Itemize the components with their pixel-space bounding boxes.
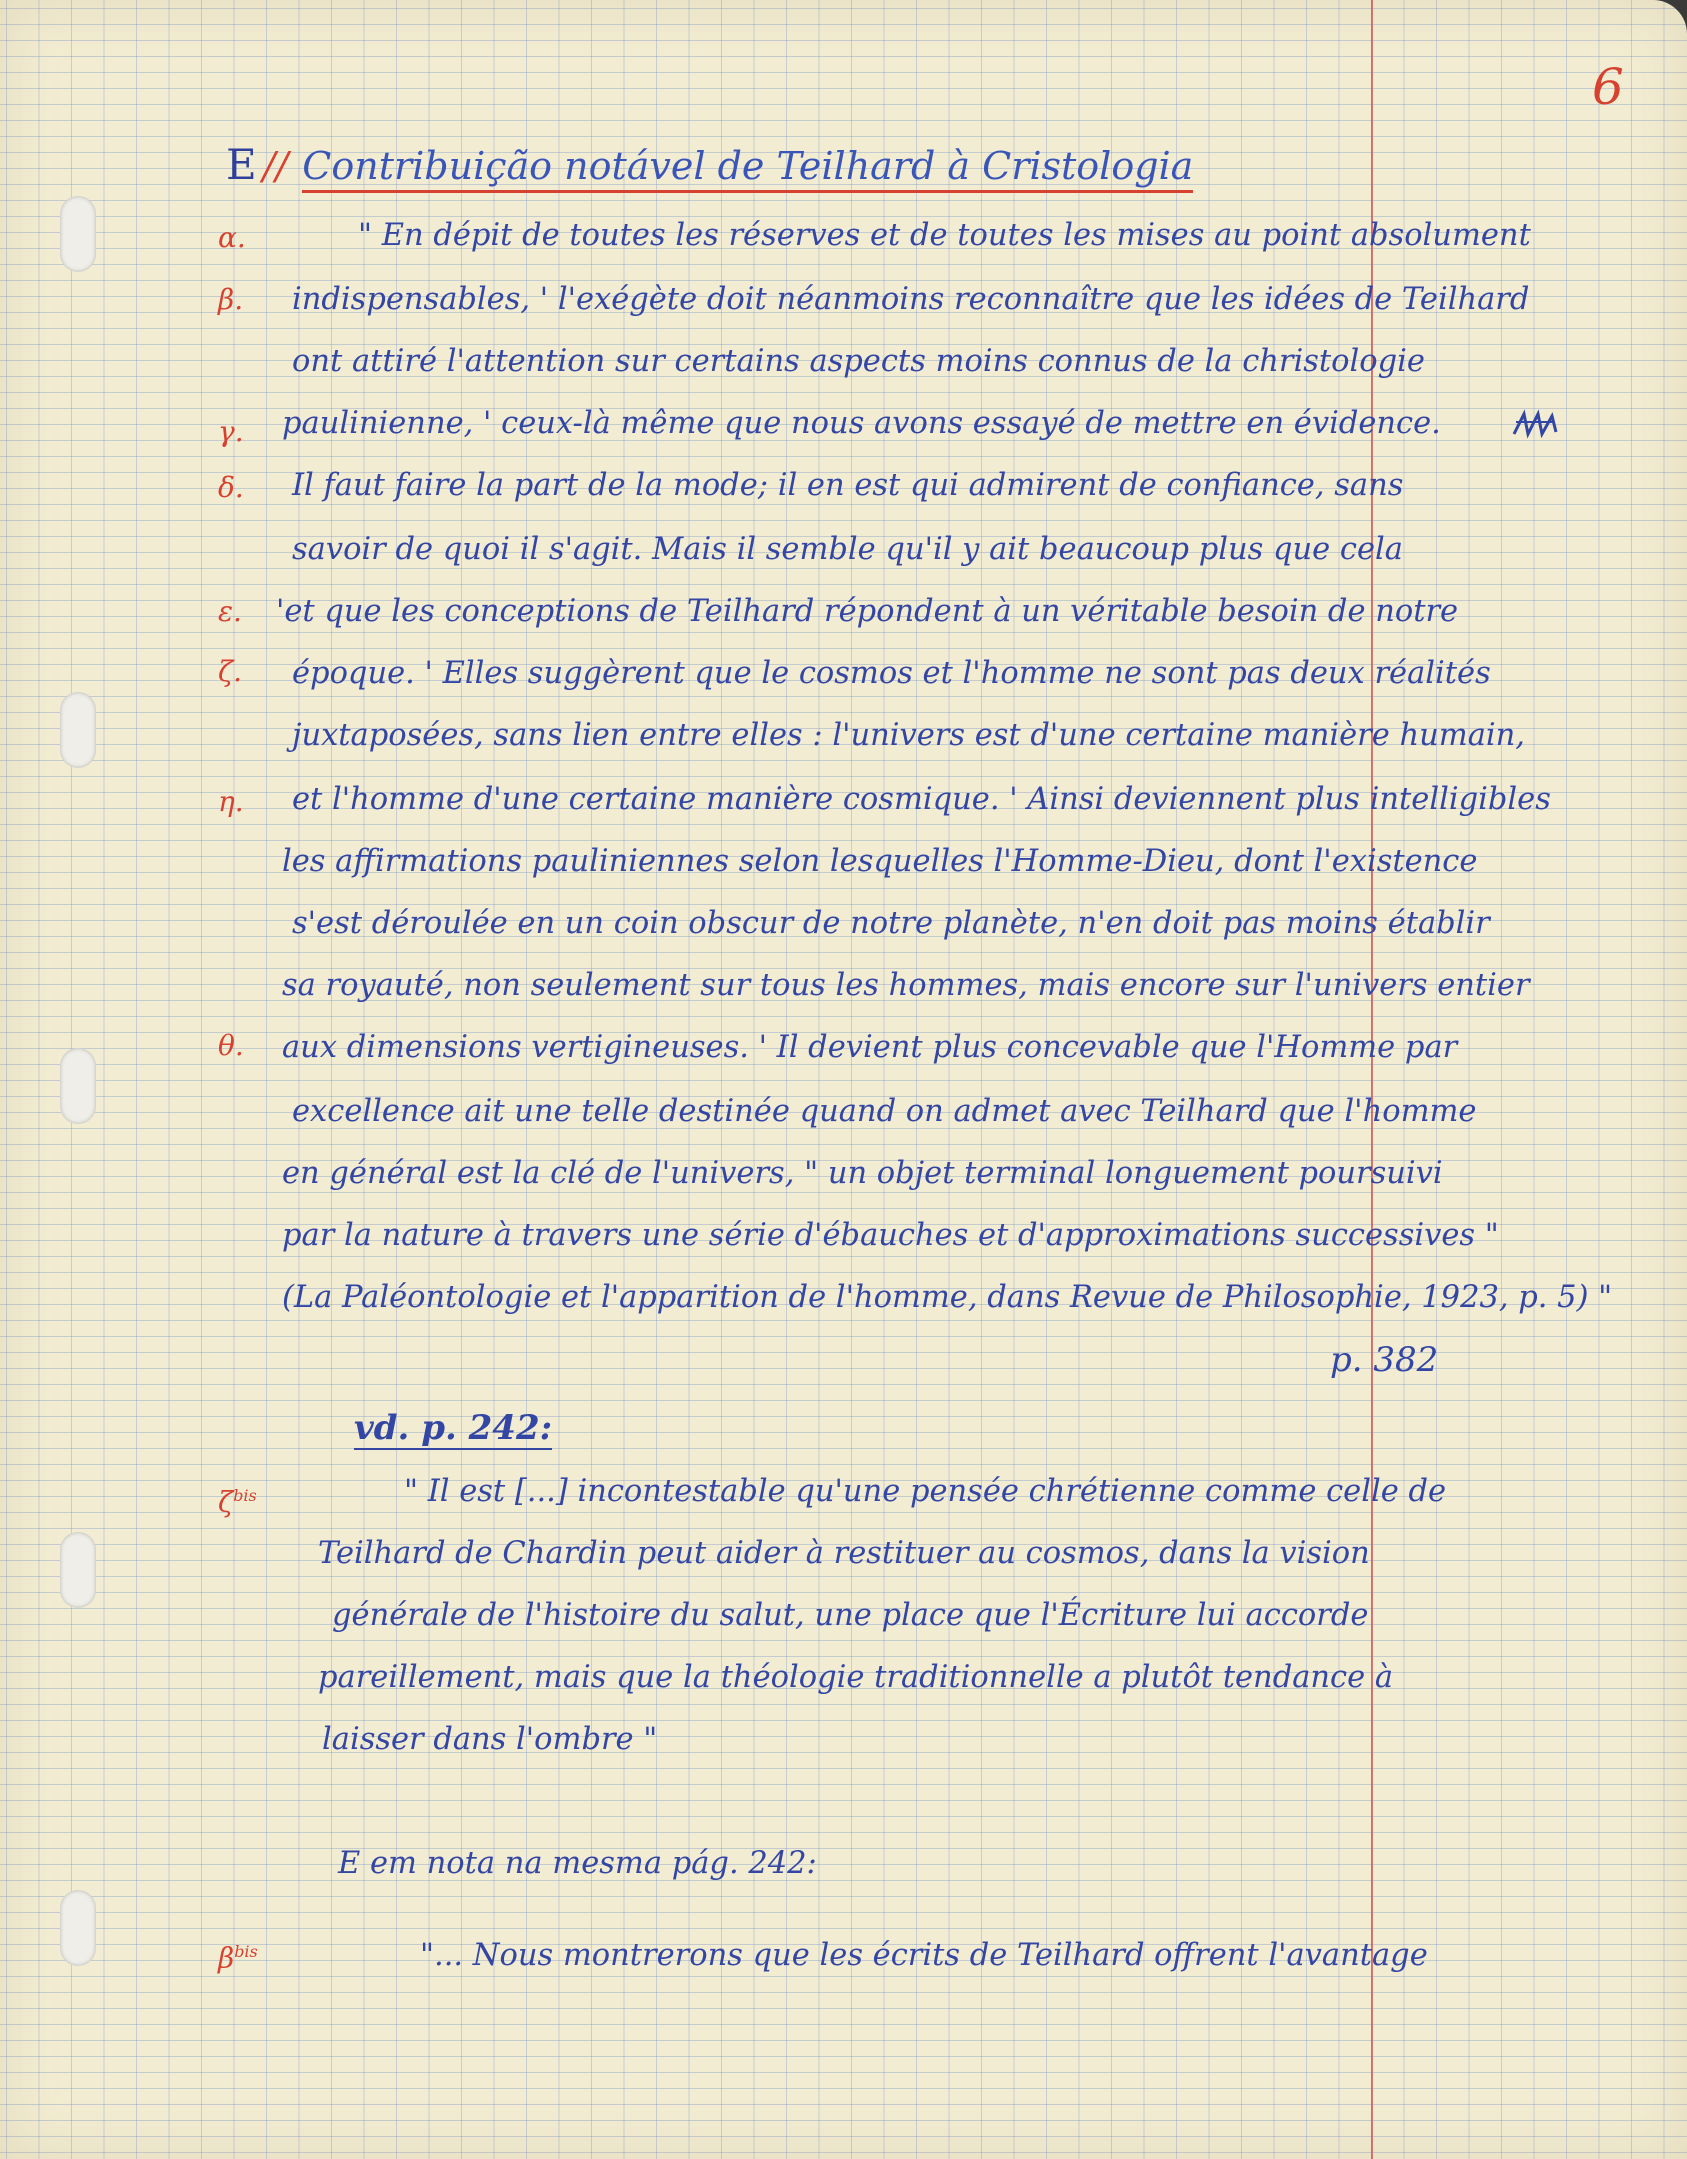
- page-title: [226, 140, 1193, 196]
- text-line: ont attiré l'attention sur certains aspects moins connus de la christologie: [292, 344, 1425, 379]
- marker-theta: θ.: [218, 1029, 244, 1062]
- text-line: 'et que les conceptions de Teilhard répondent à un véritable besoin de notre: [276, 594, 1459, 629]
- text-line: les affirmations pauliniennes selon lesquelles l'Homme-Dieu, dont l'existence: [282, 844, 1478, 879]
- page-number: 6: [1592, 58, 1624, 116]
- text-line: Il faut faire la part de la mode; il en est qui admirent de confiance, sans: [292, 468, 1404, 503]
- page-reference: p. 382: [1330, 1340, 1439, 1380]
- text-line: et l'homme d'une certaine manière cosmique. ' Ainsi deviennent plus intelligibles: [292, 782, 1551, 817]
- section-heading: Contribuição notável de Teilhard à Cristologia: [302, 144, 1193, 193]
- quote2-line: " Il est [...] incontestable qu'une pensée chrétienne comme celle de: [404, 1474, 1447, 1509]
- text-line: époque. ' Elles suggèrent que le cosmos et l'homme ne sont pas deux réalités: [292, 656, 1491, 691]
- marker-alpha: α.: [218, 221, 246, 254]
- marker-eta: η.: [218, 785, 244, 818]
- section-slashes: //: [262, 144, 289, 188]
- marker-beta: β.: [218, 283, 244, 316]
- text-line: excellence ait une telle destinée quand on admet avec Teilhard que l'homme: [292, 1094, 1477, 1129]
- section-letter: E: [226, 140, 257, 189]
- text-line: indispensables, ' l'exégète doit néanmoins reconnaître que les idées de Teilhard: [292, 282, 1530, 317]
- marker-epsilon: ε.: [218, 595, 242, 628]
- text-line: paulinienne, ' ceux-là même que nous avons essayé de mettre en évidence.: [282, 406, 1441, 441]
- quote2-line: pareillement, mais que la théologie traditionnelle a plutôt tendance à: [318, 1660, 1394, 1695]
- binder-hole: [60, 1890, 96, 1966]
- text-line: en général est la clé de l'univers, " un objet terminal longuement poursuivi: [282, 1156, 1443, 1191]
- vd-reference: [354, 1404, 552, 1452]
- marker-letter: β: [218, 1941, 235, 1975]
- marker-bis: bis: [233, 1486, 257, 1505]
- quote3-line: "... Nous montrerons que les écrits de Teilhard offrent l'avantage: [420, 1938, 1428, 1973]
- text-line: par la nature à travers une série d'ébauches et d'approximations successives ": [282, 1218, 1499, 1253]
- quote2-line: Teilhard de Chardin peut aider à restituer au cosmos, dans la vision: [318, 1536, 1370, 1571]
- binder-hole: [60, 1048, 96, 1124]
- text-line: sa royauté, non seulement sur tous les hommes, mais encore sur l'univers entier: [282, 968, 1530, 1003]
- marker-beta-bis: [218, 1932, 258, 1975]
- quote2-line: laisser dans l'ombre ": [322, 1722, 658, 1757]
- binder-hole: [60, 692, 96, 768]
- note-intro: E em nota na mesma pág. 242:: [338, 1846, 817, 1881]
- quote2-line: générale de l'histoire du salut, une place que l'Écriture lui accorde: [332, 1598, 1369, 1633]
- text-line: " En dépit de toutes les réserves et de toutes les mises au point absolument: [358, 218, 1531, 253]
- text-line: savoir de quoi il s'agit. Mais il semble qu'il y ait beaucoup plus que cela: [292, 532, 1403, 567]
- marker-zeta: ζ.: [218, 655, 243, 688]
- binder-hole: [60, 196, 96, 272]
- binder-hole: [60, 1532, 96, 1608]
- marker-zeta-bis: [218, 1476, 257, 1519]
- marker-letter: ζ: [218, 1485, 234, 1519]
- text-line: aux dimensions vertigineuses. ' Il devient plus concevable que l'Homme par: [282, 1030, 1458, 1065]
- text-line: juxtaposées, sans lien entre elles : l'univers est d'une certaine manière humain,: [292, 718, 1525, 753]
- text-line: s'est déroulée en un coin obscur de notre planète, n'en doit pas moins établir: [292, 906, 1490, 941]
- marker-gamma: γ.: [218, 415, 244, 448]
- scribble-mark: [1512, 408, 1558, 440]
- vd-label: vd. p. 242:: [354, 1408, 553, 1448]
- marker-bis: bis: [234, 1942, 258, 1961]
- text-line: (La Paléontologie et l'apparition de l'homme, dans Revue de Philosophie, 1923, p. 5) ": [282, 1280, 1613, 1315]
- marker-delta: δ.: [218, 471, 244, 504]
